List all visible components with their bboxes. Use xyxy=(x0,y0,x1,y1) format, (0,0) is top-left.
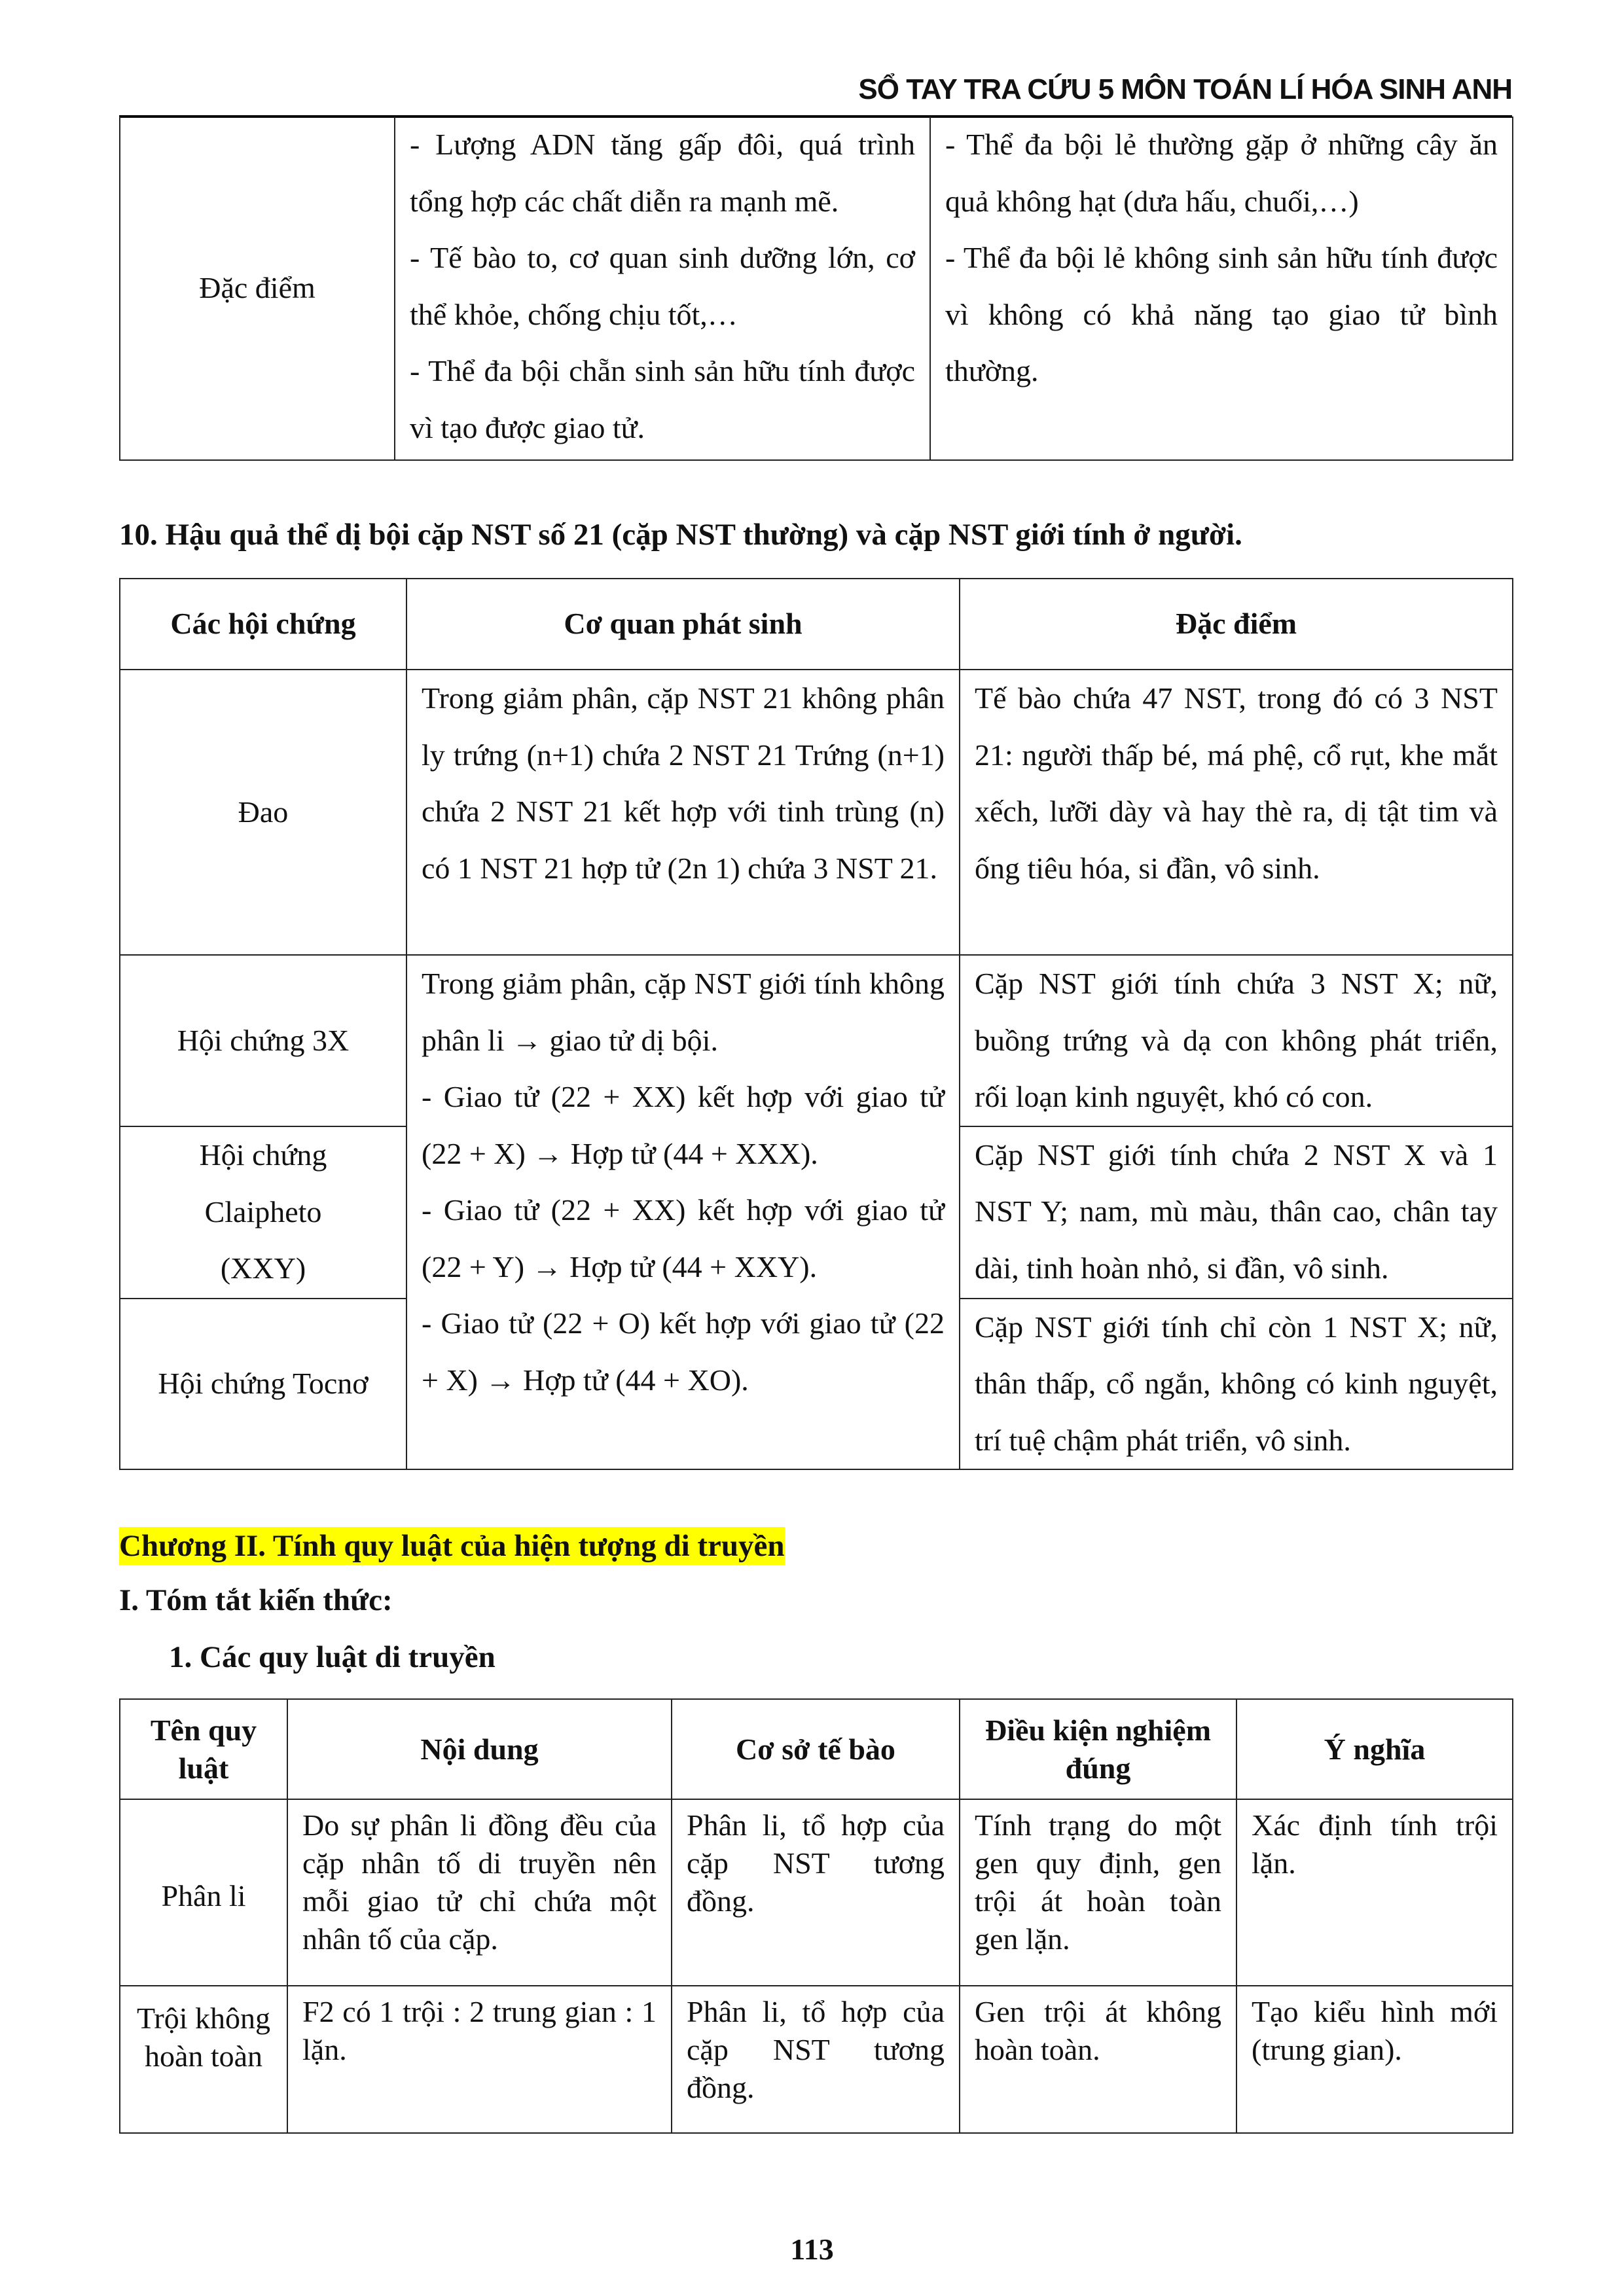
column-header: Ý nghĩa xyxy=(1236,1699,1513,1799)
column-header: Cơ sở tế bào xyxy=(672,1699,960,1799)
table-row xyxy=(120,670,1513,955)
table-header-row xyxy=(120,579,1513,670)
cell-basis-cell: Phân li, tổ hợp của cặp NST tương đồng. xyxy=(672,1986,960,2133)
table-row xyxy=(120,117,1513,460)
bullet-text: - Giao tử (22 + O) kết hợp với giao tử (22 + X) → Hợp tử (44 + XO). xyxy=(422,1306,945,1397)
column-header: Đặc điểm xyxy=(960,579,1513,670)
page-number: 113 xyxy=(790,2233,834,2266)
column-header: Nội dung xyxy=(287,1699,672,1799)
law-name: Phân li xyxy=(120,1799,287,1986)
content-cell: Do sự phân li đồng đều của cặp nhân tố di truyền nên mỗi giao tử chỉ chứa một nhân tố của cặp. xyxy=(287,1799,672,1986)
table-row xyxy=(120,1986,1513,2133)
column-header: Các hội chứng xyxy=(120,579,406,670)
bullet-text: - Giao tử (22 + XX) kết hợp với giao tử (22 + Y) → Hợp tử (44 + XXY). xyxy=(422,1193,945,1283)
significance-cell: Xác định tính trội lặn. xyxy=(1236,1799,1513,1986)
cell-basis-cell: Phân li, tổ hợp của cặp NST tương đồng. xyxy=(672,1799,960,1986)
bullet-text: - Tế bào to, cơ quan sinh dưỡng lớn, cơ thể khỏe, chống chịu tốt,… xyxy=(410,241,915,331)
row-label: Đặc điểm xyxy=(120,117,395,460)
polyploid-table-continued xyxy=(119,117,1513,461)
traits-cell: Tế bào chứa 47 NST, trong đó có 3 NST 21: người thấp bé, má phệ, cổ rụt, khe mắt xếch, lưỡi dày và hay thè ra, dị tật tim và ống tiêu hóa, si đần, vô sinh. xyxy=(960,670,1513,955)
bullet-text: - Thể đa bội lẻ thường gặp ở những cây ăn quả không hạt (dưa hấu, chuối,…) xyxy=(945,128,1498,218)
bullet-text: - Thể đa bội chẵn sinh sản hữu tính được vì tạo được giao tử. xyxy=(410,354,915,444)
section-heading: I. Tóm tắt kiến thức: xyxy=(119,1583,393,1617)
origin-text: Trong giảm phân, cặp NST giới tính không phân li → giao tử dị bội. xyxy=(422,967,945,1057)
subsection-heading: 1. Các quy luật di truyền xyxy=(169,1640,496,1674)
bullet-text: - Giao tử (22 + XX) kết hợp với giao tử (22 + X) → Hợp tử (44 + XXX). xyxy=(422,1080,945,1170)
syndrome-name: Đao xyxy=(120,670,406,955)
running-header: SỔ TAY TRA CỨU 5 MÔN TOÁN LÍ HÓA SINH ANH xyxy=(858,73,1512,105)
syndrome-name: Hội chứng Tocnơ xyxy=(120,1299,406,1470)
genetic-laws-table xyxy=(119,1698,1513,2134)
traits-cell: Cặp NST giới tính chứa 3 NST X; nữ, buồng trứng và dạ con không phát triển, rối loạn kinh nguyệt, khó có con. xyxy=(960,955,1513,1126)
table-row xyxy=(120,1799,1513,1986)
table-header-row xyxy=(120,1699,1513,1799)
condition-cell: Tính trạng do một gen quy định, gen trội át hoàn toàn gen lặn. xyxy=(960,1799,1236,1986)
origin-cell: Trong giảm phân, cặp NST 21 không phân ly trứng (n+1) chứa 2 NST 21 Trứng (n+1) chứa 2 NST 21 kết hợp với tinh trùng (n) có 1 NST 21 hợp tử (2n 1) chứa 3 NST 21. xyxy=(406,670,960,955)
chapter-title: Chương II. Tính quy luật của hiện tượng di truyền xyxy=(119,1527,785,1565)
traits-cell: Cặp NST giới tính chứa 2 NST X và 1 NST Y; nam, mù màu, thân cao, chân tay dài, tinh hoàn nhỏ, si đần, vô sinh. xyxy=(960,1126,1513,1299)
significance-cell: Tạo kiểu hình mới (trung gian). xyxy=(1236,1986,1513,2133)
bullet-text: - Thể đa bội lẻ không sinh sản hữu tính được vì không có khả năng tạo giao tử bình thường. xyxy=(945,241,1498,387)
condition-cell: Gen trội át không hoàn toàn. xyxy=(960,1986,1236,2133)
odd-polyploid-cell xyxy=(930,117,1513,460)
origin-cell xyxy=(406,955,960,1469)
syndrome-name: Hội chứng Claipheto (XXY) xyxy=(120,1126,406,1299)
traits-cell: Cặp NST giới tính chỉ còn 1 NST X; nữ, thân thấp, cổ ngắn, không có kinh nguyệt, trí tuệ chậm phát triển, vô sinh. xyxy=(960,1299,1513,1470)
law-name: Trội không hoàn toàn xyxy=(120,1986,287,2133)
section-heading: 10. Hậu quả thể dị bội cặp NST số 21 (cặp NST thường) và cặp NST giới tính ở người. xyxy=(119,518,1242,552)
bullet-text: - Lượng ADN tăng gấp đôi, quá trình tổng hợp các chất diễn ra mạnh mẽ. xyxy=(410,128,915,218)
syndrome-name: Hội chứng 3X xyxy=(120,955,406,1126)
syndromes-table xyxy=(119,578,1513,1470)
even-polyploid-cell xyxy=(395,117,930,460)
content-cell: F2 có 1 trội : 2 trung gian : 1 lặn. xyxy=(287,1986,672,2133)
table-row xyxy=(120,955,1513,1126)
column-header: Tên quy luật xyxy=(120,1699,287,1799)
column-header: Cơ quan phát sinh xyxy=(406,579,960,670)
column-header: Điều kiện nghiệm đúng xyxy=(960,1699,1236,1799)
